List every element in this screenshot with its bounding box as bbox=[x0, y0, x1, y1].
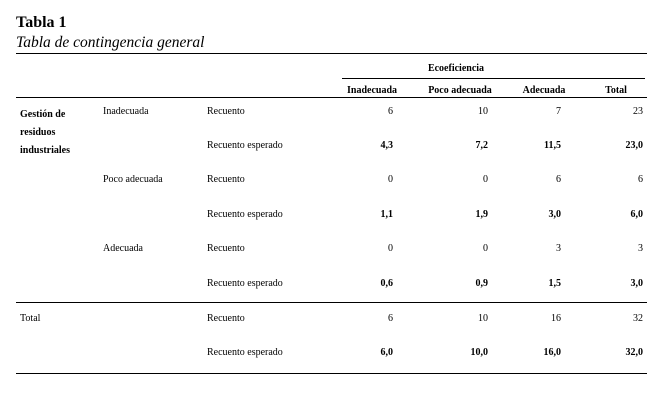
cell-value: 6,0 bbox=[380, 347, 393, 358]
row-group-line: industriales bbox=[20, 145, 71, 156]
total-label: Total bbox=[20, 313, 41, 324]
cell-value: 0 bbox=[388, 174, 393, 185]
total-rule bbox=[16, 302, 647, 303]
cell-value: 0 bbox=[483, 174, 488, 185]
cell-value: 23 bbox=[633, 106, 643, 117]
row-group-line: Gestión de bbox=[20, 109, 66, 120]
cell-value: 23,0 bbox=[625, 140, 643, 151]
row-group-line: residuos bbox=[20, 127, 56, 138]
row-label: Recuento bbox=[207, 243, 245, 254]
cell-value: 10,0 bbox=[470, 347, 488, 358]
header-inadecuada: Inadecuada bbox=[346, 85, 397, 96]
cell-value: 0 bbox=[483, 243, 488, 254]
cell-value: 1,9 bbox=[475, 209, 488, 220]
table-subtitle: Tabla de contingencia general bbox=[16, 34, 205, 51]
cell-value: 16,0 bbox=[543, 347, 561, 358]
top-rule bbox=[16, 53, 647, 54]
cell-value: 6 bbox=[388, 106, 393, 117]
row-label: Recuento esperado bbox=[207, 209, 283, 220]
cell-value: 1,1 bbox=[380, 209, 393, 220]
bottom-rule bbox=[16, 373, 647, 374]
cell-value: 6 bbox=[556, 174, 561, 185]
row-group-label bbox=[20, 106, 70, 160]
cell-value: 6 bbox=[638, 174, 643, 185]
header-total: Total bbox=[605, 85, 627, 96]
row-label: Recuento esperado bbox=[207, 140, 283, 151]
cell-value: 3 bbox=[638, 243, 643, 254]
cell-value: 1,5 bbox=[548, 278, 561, 289]
category-label: Inadecuada bbox=[103, 106, 149, 117]
cell-value: 7 bbox=[556, 106, 561, 117]
cell-value: 10 bbox=[478, 106, 488, 117]
category-label: Adecuada bbox=[103, 243, 143, 254]
row-label: Recuento esperado bbox=[207, 278, 283, 289]
cell-value: 7,2 bbox=[475, 140, 488, 151]
cell-value: 4,3 bbox=[380, 140, 393, 151]
cell-value: 0,6 bbox=[380, 278, 393, 289]
column-group-rule bbox=[342, 78, 645, 79]
table-title: Tabla 1 bbox=[16, 14, 67, 31]
row-label: Recuento esperado bbox=[207, 347, 283, 358]
cell-value: 32 bbox=[633, 313, 643, 324]
row-label: Recuento bbox=[207, 174, 245, 185]
header-poco-adecuada: Poco adecuada bbox=[428, 85, 492, 96]
cell-value: 3 bbox=[556, 243, 561, 254]
column-group-header: Ecoeficiencia bbox=[427, 63, 485, 74]
cell-value: 16 bbox=[551, 313, 561, 324]
cell-value: 0 bbox=[388, 243, 393, 254]
cell-value: 3,0 bbox=[630, 278, 643, 289]
category-label: Poco adecuada bbox=[103, 174, 163, 185]
row-label: Recuento bbox=[207, 106, 245, 117]
header-rule bbox=[16, 97, 647, 98]
cell-value: 3,0 bbox=[548, 209, 561, 220]
cell-value: 6 bbox=[388, 313, 393, 324]
header-adecuada: Adecuada bbox=[522, 85, 566, 96]
row-label: Recuento bbox=[207, 313, 245, 324]
cell-value: 10 bbox=[478, 313, 488, 324]
cell-value: 0,9 bbox=[475, 278, 488, 289]
cell-value: 6,0 bbox=[630, 209, 643, 220]
cell-value: 11,5 bbox=[544, 140, 561, 151]
cell-value: 32,0 bbox=[625, 347, 643, 358]
